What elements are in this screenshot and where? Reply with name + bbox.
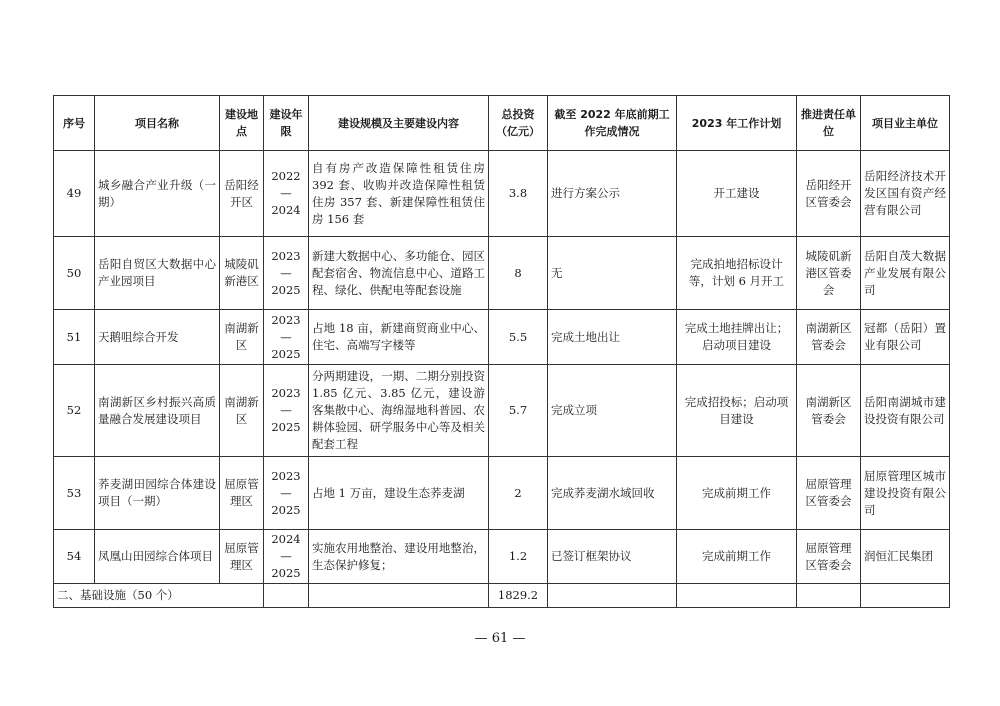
cell-name: 城乡融合产业升级（一期）: [95, 151, 220, 237]
cell-content: 占地 1 万亩，建设生态荞麦湖: [309, 457, 489, 530]
page-number: — 61 —: [474, 631, 526, 646]
header-responsible: 推进责任单位: [797, 96, 861, 151]
cell-plan: 完成土地挂牌出让；启动项目建设: [677, 310, 797, 365]
cell-location: 南湖新区: [220, 365, 264, 457]
header-location: 建设地点: [220, 96, 264, 151]
cell-name: 岳阳自贸区大数据中心产业园项目: [95, 237, 220, 310]
table-row: [54, 237, 950, 310]
summary-row: [54, 584, 950, 608]
cell-no: 51: [54, 310, 95, 365]
project-table: [53, 95, 950, 608]
cell-responsible: 岳阳经开区管委会: [797, 151, 861, 237]
cell-plan: 完成拍地招标设计等，计划 6 月开工: [677, 237, 797, 310]
table-row: [54, 151, 950, 237]
summary-empty-years: [264, 584, 309, 608]
cell-owner: 岳阳自茂大数据产业发展有限公司: [861, 237, 950, 310]
cell-years: 2023—2025: [264, 310, 309, 365]
cell-progress: 完成立项: [548, 365, 677, 457]
cell-no: 52: [54, 365, 95, 457]
cell-investment: 2: [489, 457, 548, 530]
cell-name: 南湖新区乡村振兴高质量融合发展建设项目: [95, 365, 220, 457]
cell-investment: 5.5: [489, 310, 548, 365]
cell-content: 新建大数据中心、多功能仓、园区配套宿舍、物流信息中心、道路工程、绿化、供配电等配套设施: [309, 237, 489, 310]
summary-empty-progress: [548, 584, 677, 608]
cell-owner: 润恒汇民集团: [861, 530, 950, 584]
header-content: 建设规模及主要建设内容: [309, 96, 489, 151]
cell-owner: 岳阳经济技术开发区国有资产经营有限公司: [861, 151, 950, 237]
cell-name: 凤凰山田园综合体项目: [95, 530, 220, 584]
cell-progress: 无: [548, 237, 677, 310]
cell-investment: 3.8: [489, 151, 548, 237]
cell-no: 53: [54, 457, 95, 530]
table-row: [54, 310, 950, 365]
header-plan: 2023 年工作计划: [677, 96, 797, 151]
cell-owner: 屈原管理区城市建设投资有限公司: [861, 457, 950, 530]
summary-empty-owner: [861, 584, 950, 608]
cell-investment: 5.7: [489, 365, 548, 457]
cell-plan: 开工建设: [677, 151, 797, 237]
summary-empty-content: [309, 584, 489, 608]
cell-progress: 已签订框架协议: [548, 530, 677, 584]
cell-name: 天鹅咀综合开发: [95, 310, 220, 365]
cell-progress: 进行方案公示: [548, 151, 677, 237]
cell-responsible: 屈原管理区管委会: [797, 457, 861, 530]
cell-owner: 岳阳南湖城市建设投资有限公司: [861, 365, 950, 457]
cell-years: 2022—2024: [264, 151, 309, 237]
cell-responsible: 屈原管理区管委会: [797, 530, 861, 584]
cell-content: 实施农用地整治、建设用地整治，生态保护修复；: [309, 530, 489, 584]
summary-label: 二、基础设施（50 个）: [54, 584, 264, 608]
header-years: 建设年限: [264, 96, 309, 151]
cell-responsible: 城陵矶新港区管委会: [797, 237, 861, 310]
cell-progress: 完成土地出让: [548, 310, 677, 365]
cell-progress: 完成荞麦湖水域回收: [548, 457, 677, 530]
cell-responsible: 南湖新区管委会: [797, 365, 861, 457]
cell-plan: 完成招投标；启动项目建设: [677, 365, 797, 457]
header-investment: 总投资（亿元）: [489, 96, 548, 151]
cell-plan: 完成前期工作: [677, 530, 797, 584]
cell-location: 屈原管理区: [220, 457, 264, 530]
header-name: 项目名称: [95, 96, 220, 151]
cell-location: 屈原管理区: [220, 530, 264, 584]
header-owner: 项目业主单位: [861, 96, 950, 151]
cell-location: 城陵矶新港区: [220, 237, 264, 310]
cell-owner: 冠都（岳阳）置业有限公司: [861, 310, 950, 365]
cell-location: 南湖新区: [220, 310, 264, 365]
header-progress: 截至 2022 年底前期工作完成情况: [548, 96, 677, 151]
table-row: [54, 365, 950, 457]
summary-empty-responsible: [797, 584, 861, 608]
cell-years: 2023—2025: [264, 237, 309, 310]
table-row: [54, 530, 950, 584]
header-no: 序号: [54, 96, 95, 151]
cell-no: 54: [54, 530, 95, 584]
cell-investment: 8: [489, 237, 548, 310]
cell-no: 50: [54, 237, 95, 310]
cell-no: 49: [54, 151, 95, 237]
cell-content: 分两期建设，一期、二期分别投资 1.85 亿元、3.85 亿元，建设游客集散中心、海绵湿地科普园、农耕体验园、研学服务中心等及相关配套工程: [309, 365, 489, 457]
cell-responsible: 南湖新区管委会: [797, 310, 861, 365]
table-header-row: [54, 96, 950, 151]
cell-location: 岳阳经开区: [220, 151, 264, 237]
cell-years: 2023—2025: [264, 365, 309, 457]
cell-name: 荞麦湖田园综合体建设项目（一期）: [95, 457, 220, 530]
table-row: [54, 457, 950, 530]
summary-investment: 1829.2: [489, 584, 548, 608]
summary-empty-plan: [677, 584, 797, 608]
project-table-sheet: [53, 95, 949, 608]
cell-plan: 完成前期工作: [677, 457, 797, 530]
cell-content: 自有房产改造保障性租赁住房 392 套、收购并改造保障性租赁住房 357 套、新建保障性租赁住房 156 套: [309, 151, 489, 237]
cell-years: 2024—2025: [264, 530, 309, 584]
cell-content: 占地 18 亩，新建商贸商业中心、住宅、高端写字楼等: [309, 310, 489, 365]
cell-investment: 1.2: [489, 530, 548, 584]
cell-years: 2023—2025: [264, 457, 309, 530]
